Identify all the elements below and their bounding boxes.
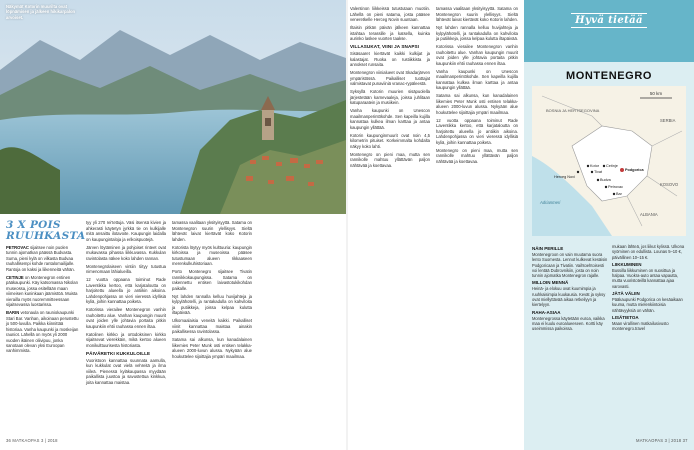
info-column-right — [612, 244, 688, 334]
article-column-1 — [86, 220, 166, 388]
photo-caption: Näkymät Kotorin muurilta ovat löpnämisen ja jälkeen hikikarpalon arvoiset. — [6, 4, 76, 20]
info-heading: LIIKKUMINEN — [612, 261, 642, 267]
capital-dot — [620, 168, 624, 172]
info-text: Maan virallinen matkailusivusto montenegro.travel — [612, 320, 669, 332]
country-label: SERBIA — [660, 118, 676, 123]
country-label: BOSNIA JA HERTSEGOVINA — [546, 108, 600, 113]
city-label: Podgorica — [625, 168, 644, 172]
kotor-bay-photo — [0, 0, 346, 214]
paragraph: Sisäsaaret kiertävät kaikki kulkijat ja kalastajat. Ruoka on rustiikkista ja annokset runsaita. — [350, 51, 430, 67]
montenegro-map — [532, 86, 686, 236]
sidebar-item-name: PETROVAC — [6, 245, 29, 250]
city-label: Bar — [616, 192, 622, 196]
city-label: Kotor — [590, 164, 600, 168]
info-heading: RAHA-ASIAA — [532, 309, 561, 315]
paragraph: Syksyllä Kotorin muurien sisäpuolella järjestetään karnevaaleja, joissa juhlitaan katuparaatein ja musiikein. — [350, 89, 430, 105]
paragraph: tyy yli 270 rei'tettuja. Väsi itsensä kivien ja ahkerasti käytetyn jyrkkä tie on kulkijalle mitä ansaittu ilotavoite. Kaupungin laidalla on kaupungintaloja ja erikoispuotejä. — [86, 220, 166, 242]
paragraph: Kotorin kaupunginmuurit ovat noin 4,5 kilometrin pituiset. Korkeimmalta kohdalta näkyy koko lahti. — [350, 132, 430, 149]
article-column-2 — [172, 220, 252, 362]
info-text: Bussilla liikkuminen on suosittua ja halpaa. Vuokra-auto antaa vapautta, mutta vuoristoteillä kannattaa ajaa varovasti. — [612, 267, 679, 289]
sidebar-item — [6, 275, 80, 307]
info-text: Montenegroon on vain muutama suora lento Suomesta. Lennot kulkevat kesäisin Podgoricaan ja Tivatiin. Vaihtoehtoisesti voi lentää Dubrovnikiin, josta on noin tunnin ajomatka Montenegron rajalle. — [532, 252, 608, 279]
article-column-4 — [436, 6, 518, 167]
city-dot — [587, 165, 589, 167]
paragraph: Vanha kaupunki on Unescon maailmanperintökohde. Sen kapeilla kujilla kannattaa kulkea ilman karttaa ja antaa kaupungin yllättää. — [436, 68, 518, 90]
paragraph: 12 vuotta oppaana toiminut Rade Laventikka kertoo, että karjataloutta on harjoitettu alueella jo antiikin aikoina. Lahdenpohjassa on vieri vieressä idyllisiä kyliä, joihin kannattaa poiketa. — [436, 117, 518, 145]
city-dot — [613, 193, 615, 195]
paragraph: Montenegrolaiseen vintiin tiityy tutustua nimenomaan lähialueilla. — [86, 263, 166, 274]
sidebar-item — [6, 245, 80, 272]
info-heading: NÄIN PERILLE — [532, 246, 564, 251]
sidebar-item-text: on Montenegron entinen pääkaupunki. Käy katsomassa Nikolan museossa, jossa esitellään maan viimeisen kuninkaan jäämistöä. Muista vierailla myös nuoremmitteessaan sijaitsevassa luostarissa. — [6, 275, 78, 308]
info-column-left — [532, 244, 608, 334]
paragraph: Kotorista löytyy myös kulttuuria: kaupungin kirkoissa ja museoissa pääsee tutustumaan alueen rikkaaseen merenkulkuhistoriaan. — [172, 244, 252, 266]
panel-banner — [524, 0, 694, 62]
city-label: Herceg Novi — [554, 175, 575, 179]
country-label: ALBANIA — [640, 212, 658, 217]
paragraph: Montenegron viinialueet ovat Skadarjärven ympäristössä. Paikalliset tuottajat valmistavat punaviiniä vranac-rypäleestä. — [350, 70, 430, 86]
paragraph: Montenegro on pieni maa, mutta sen rannikolle mahtuu yllättävän paljon nähtävää ja koettavaa. — [436, 147, 518, 164]
paragraph: Katolinen kirkko ja ortodoksinen kirkko sijaitsevat vierekkäin, mikä kertoo alueen monikulttuurisesta historiasta. — [86, 331, 166, 348]
landscape-image — [0, 0, 346, 214]
paragraph: Satama sai alkunsa, kun kanadalainen liikemies Peter Munk osti entisen telakka-alueen 2000-luvun alussa. Nykyään alue houkuttelee sijoittajia ympäri maailmaa. — [436, 93, 518, 115]
panel-kicker — [524, 15, 694, 26]
info-heading: MILLOIN MENNÄ — [532, 280, 569, 286]
city-dot — [591, 171, 593, 173]
country-label: KOSOVO — [660, 182, 679, 187]
paragraph: Ulkomaalaisia veneitä kaikki. Paikalliset viinit kannattaa maistaa ainakin paikallisessa ravintolassa. — [172, 318, 252, 334]
info-text: Pääkaupunki Podgorica on kesäaikaan kuuma, mutta mielenkiintoisia nähtävyyksiä on vähän. — [612, 297, 683, 313]
paragraph: Satama sai alkunsa, kun kanadalainen liikemies Peter Munk osti entisen telakka-alueen 2000-luvun alussa. Nykyään alue houkuttelee sijoittajia ympäri maailmaa. — [172, 337, 252, 359]
folio-left: 36 MATKAOPAS 3 | 2018 — [6, 438, 58, 443]
city-dot — [597, 179, 599, 181]
info-text: Heinä- ja elokuu ovat kuumimpia ja ruuhkaisimpia kuukausia. Kevät ja syksy ovat miellyttävää aikaa retkeilyyn ja kiertelyyn. — [532, 286, 606, 308]
city-label: Cetinje — [606, 164, 618, 168]
sidebar-item — [6, 310, 80, 353]
paragraph: Vuoristoon kannattaa suunnata aamulla, kun kukkulat ovat vielä vehreitä ja ilma viileä. Pienessä kyläkaupassa myydään paikallista juustoa ja savustettua kinkkua, joita kannattaa maistaa. — [86, 357, 166, 385]
sidebar-item-name: CETINJE — [6, 275, 24, 281]
paragraph: Iltaisin pitkän päivän jälkeen kannattaa istahtaa terassille ja katsella, kuinka aurinko laskee vuorten taakse. — [350, 25, 430, 41]
paragraph: tamassa vaalitaan yksityisyyttä. Satama on Montenegron suurin ylellisyys. Sieltä lähtevät laivat kiertävät koko Kotorin lahden. — [172, 220, 252, 242]
sidebar-tips — [6, 219, 86, 357]
paragraph: Kotorissa vierailee Montenegron vanhin rauhoitettu alue. Vanhan kaupungin muurit ovat joiden ylle johtavia portaita pitkin kaupunkiin ehtii rauhassa ennen iltaa. — [86, 307, 166, 329]
sidebar-item-name: BARIN — [6, 310, 20, 316]
city-dot — [605, 186, 607, 188]
info-heading: JÄTÄ VÄLIIN — [612, 291, 640, 297]
paragraph: Kotorissa vierailee Montenegron vanhin rauhoitettu alue. Vanhan kaupungin muurit ovat joiden ylle johtavia portaita pitkin kaupunkiin ehtii rauhassa ennen iltaa. — [436, 44, 518, 66]
subheading: VILLASUKAT, VIINI JA SNAPSI — [350, 44, 420, 49]
sea-label: Adrianmeri — [540, 200, 561, 205]
paragraph: Nyt lahden rannalla kelluu huvijahteja ja kylpylähotelli, ja rantakadulla on kahviloita ja putiikkeja, joissa kelpaa kulutta iltapäivää. — [436, 25, 518, 41]
paragraph: 12 vuotta oppaana toiminut Rade Laventikka kertoo, että karjataloutta on harjoitettu alueella jo antiikin aikoina. Lahdenpohjassa on vieri vieressä idyllisiä kyliä, joihin kannattaa poiketa. — [86, 277, 166, 304]
panel-title: MONTENEGRO — [565, 70, 653, 82]
sidebar-item-text: sijaitsee noin puolen tunnin ajomatkan päässä Budvasta. Suma, pieni kylä on vilkasta Budvaa rauhallisempi kohde rantalomailijalle. Rantoja on kaksi ja liikenneitä vähän. — [6, 245, 75, 272]
paragraph: Vanha kaupunki on Unescon maailmanperintökohde. Sen kapeilla kujilla kannattaa kulkea ilman karttaa ja antaa kaupungin yllättää. — [350, 108, 430, 130]
subheading: PÄIVÄRETKI KUKKULOILLE — [86, 350, 151, 356]
scale-label: 50 km — [649, 91, 663, 96]
city-label: Petrovac — [608, 185, 623, 189]
city-dot — [603, 165, 605, 167]
kicker-text: Hyvä tietää — [571, 13, 647, 28]
paragraph: Valentinon liikkeissä tutustutaan muotiin. Lähellä on pieni satama, josta pääsee veneretkelle Herceg Novin suuntaan. — [350, 6, 430, 22]
article-column-3 — [350, 6, 430, 171]
info-text: mukaan lähteä, jos liikut kylissä. Ulkona syöminen on edullista. Lounas 5–10 €, päivällinen 10–15 €. — [612, 244, 685, 260]
info-panel — [524, 0, 694, 450]
info-text: Montenegrossa käytetään euroa, vaikka maa ei kuulu euroalueeseen. Kortti käy useimmissa paikoissa. — [532, 315, 605, 332]
info-heading: LISÄTIETOA — [612, 314, 639, 320]
sidebar-item-text: vetonaula on rauniokaupunki Stari Bar. Vanhan, aikoinaan perustettu jo 500-luvulla. Paikka kiinnittää historiaa. Vanha kaupunki ja moskeijan rauniot. Lähellä on myös yli 2000 vuoden ikäinen oliivipuu, jonka sanotaan olevan yksi Euroopan vanhimmista. — [6, 310, 79, 354]
paragraph: tamassa vaalitaan yksityisyyttä. Satama on Montenegron suurin ylellisyys. Sieltä lähtevät laivat kiertävät koko Kotorin lahden. — [436, 6, 518, 22]
paragraph: Nyt lahden rannalla kelluu huvijahteja ja kylpylähotelli, ja rantakadulla on kahviloita ja putiikkeja, joissa kelpaa kulutta iltapäivää. — [172, 293, 252, 315]
page-gutter — [346, 0, 348, 450]
city-label: Budva — [600, 178, 611, 182]
paragraph: Porto Montenegro sijaitsee Tivatin rannikkokaupungissa. Satama on rakennettu entisen laivastotukikohdan paikalle. — [172, 269, 252, 291]
city-dot — [577, 171, 579, 173]
folio-right: MATKAOPAS 3 | 2018 37 — [636, 438, 688, 443]
sidebar-title: 3 X POIS RUUHKASTA — [6, 219, 86, 242]
paragraph: Montenegro on pieni maa, mutta sen rannikolle mahtuu yllättävän paljon nähtävää ja koettavaa. — [350, 151, 430, 168]
paragraph: Järven löytäminen ja pohjoiset rinteet ovat mukavassa pihassa liikkuvassa. Kukkulan ravintolasta näkee koko lahden rannan. — [86, 244, 166, 261]
city-label: Tivat — [594, 170, 603, 174]
